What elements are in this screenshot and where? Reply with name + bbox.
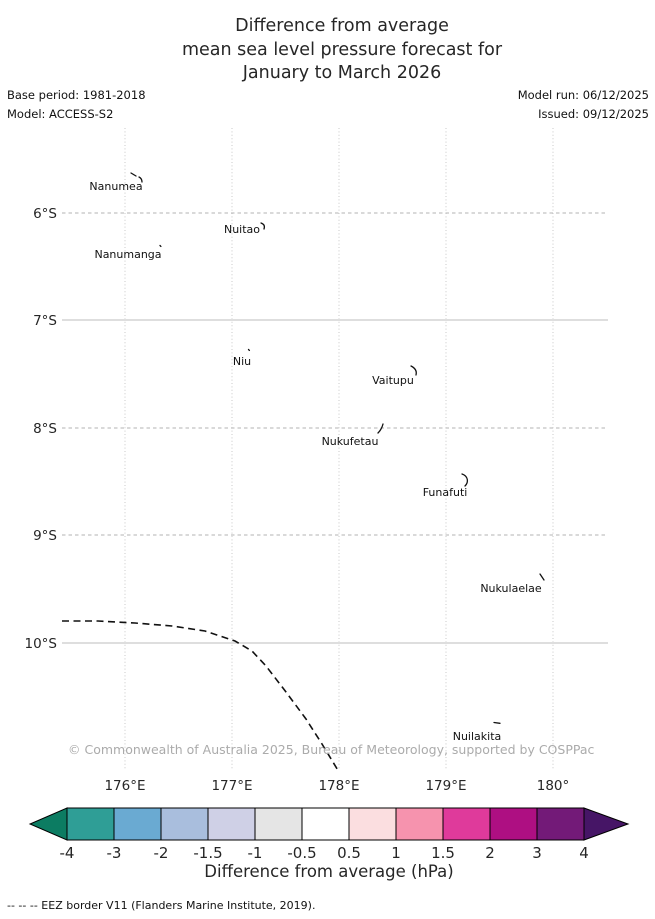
funafuti-island-shape xyxy=(462,474,467,486)
colorbar-segment xyxy=(208,808,255,840)
x-axis-label-179e: 179°E xyxy=(425,778,467,794)
x-axis-label-177e: 177°E xyxy=(211,778,253,794)
title-line-1: Difference from average xyxy=(235,16,449,36)
island-label-niu: Niu xyxy=(232,355,252,368)
page-title xyxy=(182,15,502,86)
nukufetau-island-shape xyxy=(378,424,383,433)
island-label-nanumanga: Nanumanga xyxy=(94,248,162,261)
y-axis-label-10s: 10°S xyxy=(24,636,57,652)
colorbar-tick: -2 xyxy=(153,844,169,862)
y-axis-label-6s: 6°S xyxy=(33,206,57,222)
colorbar-tick: 3 xyxy=(532,844,542,862)
colorbar-segment xyxy=(396,808,443,840)
colorbar-tick: 4 xyxy=(579,844,589,862)
x-axis-label-178e: 178°E xyxy=(318,778,360,794)
colorbar-tick: -0.5 xyxy=(287,844,317,862)
meta-right xyxy=(518,86,649,124)
island-label-nukufetau: Nukufetau xyxy=(321,435,379,448)
island-label-vaitupu: Vaitupu xyxy=(372,374,414,387)
colorbar-segment xyxy=(537,808,584,840)
island-shapes xyxy=(131,173,544,723)
latitude-gridlines-dashed xyxy=(62,213,608,535)
colorbar-segment xyxy=(161,808,208,840)
title-line-2: mean sea level pressure forecast for xyxy=(181,39,503,60)
y-axis-label-9s: 9°S xyxy=(33,528,57,544)
colorbar xyxy=(30,808,628,840)
island-label-nanumea: Nanumea xyxy=(89,180,143,193)
colorbar-left-arrow xyxy=(30,808,67,840)
colorbar-segment xyxy=(490,808,537,840)
longitude-gridlines xyxy=(125,128,553,770)
colorbar-tick: -4 xyxy=(59,844,75,862)
island-label-funafuti: Funafuti xyxy=(422,486,468,499)
model-run-text: Model run: 06/12/2025 xyxy=(517,88,649,102)
colorbar-tick: 1 xyxy=(391,844,401,862)
colorbar-segment xyxy=(255,808,302,840)
colorbar-segment xyxy=(67,808,114,840)
nukulaelae-island-shape xyxy=(540,574,544,580)
eez-legend-note: -- -- -- EEZ border V11 (Flanders Marine Institute, 2019). xyxy=(7,899,316,912)
nuilakita-island-shape xyxy=(494,723,500,724)
colorbar-segment xyxy=(114,808,161,840)
colorbar-label: Difference from average (hPa) xyxy=(204,862,454,881)
nuitao-island-shape xyxy=(261,223,264,229)
island-label-nuitao: Nuitao xyxy=(223,223,261,236)
x-axis-label-176e: 176°E xyxy=(104,778,146,794)
copyright-text: © Commonwealth of Australia 2025, Bureau of Meteorology, supported by COSPPac xyxy=(68,742,595,757)
colorbar-tick: 2 xyxy=(485,844,495,862)
colorbar-segment xyxy=(349,808,396,840)
colorbar-tick: 0.5 xyxy=(337,844,361,862)
colorbar-right-arrow xyxy=(584,808,628,840)
title-line-3: January to March 2026 xyxy=(242,63,442,83)
colorbar-tick: -1 xyxy=(247,844,263,862)
colorbar-tick: -1.5 xyxy=(193,844,223,862)
colorbar-tick: -3 xyxy=(106,844,122,862)
island-label-nuilakita: Nuilakita xyxy=(452,730,502,743)
niu-island-shape xyxy=(249,350,250,351)
meta-left xyxy=(7,86,146,124)
x-axis-label-180: 180° xyxy=(536,778,570,794)
y-axis-label-8s: 8°S xyxy=(33,421,57,437)
model-text: Model: ACCESS-S2 xyxy=(7,107,114,121)
y-axis-label-7s: 7°S xyxy=(33,313,57,329)
colorbar-segment xyxy=(443,808,490,840)
island-label-nukulaelae: Nukulaelae xyxy=(480,582,542,595)
colorbar-tick: 1.5 xyxy=(431,844,455,862)
nanumanga-island-shape xyxy=(160,246,161,247)
base-period-text: Base period: 1981-2018 xyxy=(7,88,146,102)
colorbar-segment xyxy=(302,808,349,840)
issued-text: Issued: 09/12/2025 xyxy=(538,107,649,121)
